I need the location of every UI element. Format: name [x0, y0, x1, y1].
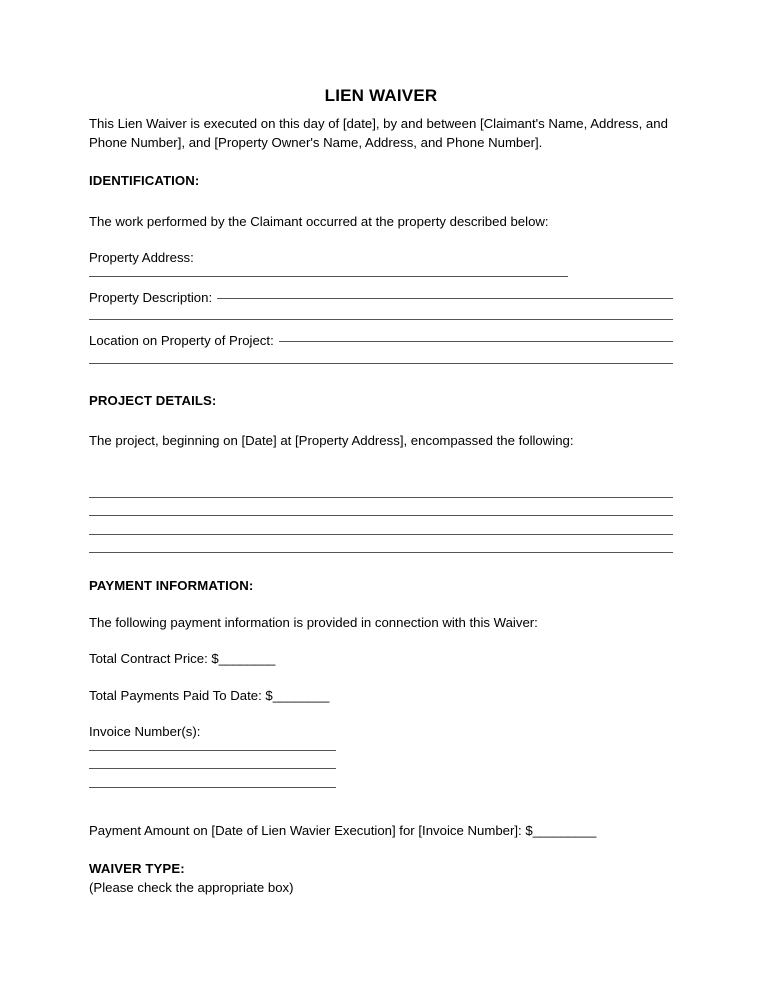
location-on-property-label: Location on Property of Project: — [89, 333, 274, 349]
property-description-label: Property Description: — [89, 289, 213, 305]
identification-body: The work performed by the Claimant occurred at the property described below: — [89, 213, 549, 229]
intro-paragraph: This Lien Waiver is executed on this day of [date], by and between [Claimant's Name, Address, and Phone Number], and [Property Owner's Name, Address, and Phone Number]. — [89, 116, 668, 150]
spacer — [89, 769, 673, 787]
spacer — [89, 268, 673, 276]
project-details-heading: PROJECT DETAILS: — [89, 392, 217, 408]
document-content — [89, 86, 673, 897]
spacer — [89, 751, 673, 769]
spacer — [89, 498, 673, 516]
invoice-numbers-blank-lines — [89, 750, 673, 788]
spacer — [89, 535, 673, 553]
spacer — [89, 742, 673, 750]
spacer — [89, 705, 673, 723]
waiver-type-heading: WAIVER TYPE: — [89, 861, 185, 877]
spacer — [89, 320, 673, 332]
spacer — [89, 277, 673, 289]
project-details-body: The project, beginning on [Date] at [Property Address], encompassed the following: — [89, 433, 574, 449]
payment-information-body: The following payment information is provided in connection with this Waiver: — [89, 614, 538, 630]
total-payments-paid-blank[interactable]: ________ — [272, 687, 330, 703]
project-details-blank-lines — [89, 497, 673, 554]
spacer — [89, 553, 673, 577]
payment-amount-label: Payment Amount on [Date of Lien Wavier Execution] for [Invoice Number]: $ — [89, 822, 533, 838]
invoice-numbers-label: Invoice Number(s): — [89, 724, 201, 740]
spacer — [89, 307, 673, 319]
spacer — [89, 364, 673, 392]
total-contract-price-row[interactable] — [89, 650, 673, 669]
spacer — [89, 669, 673, 687]
spacer — [89, 596, 673, 614]
waiver-type-instruction: (Please check the appropriate box) — [89, 879, 294, 895]
location-on-property-blank-line[interactable] — [279, 341, 673, 342]
payment-information-heading: PAYMENT INFORMATION: — [89, 578, 254, 594]
spacer — [89, 351, 673, 363]
spacer — [89, 840, 673, 860]
spacer — [89, 451, 673, 497]
spacer — [89, 191, 673, 213]
total-contract-price-blank[interactable]: ________ — [218, 651, 276, 667]
spacer — [89, 632, 673, 650]
property-description-row[interactable] — [89, 289, 673, 308]
total-payments-paid-label: Total Payments Paid To Date: $ — [89, 687, 273, 703]
total-contract-price-label: Total Contract Price: $ — [89, 651, 219, 667]
payment-amount-row[interactable] — [89, 822, 673, 841]
spacer — [89, 231, 673, 249]
payment-amount-blank[interactable]: _________ — [532, 822, 597, 838]
identification-heading: IDENTIFICATION: — [89, 173, 200, 189]
property-address-label: Property Address: — [89, 250, 194, 266]
location-on-property-row[interactable] — [89, 332, 673, 351]
page-title: LIEN WAIVER — [324, 86, 438, 105]
property-description-blank-line[interactable] — [217, 298, 673, 299]
spacer — [89, 410, 673, 432]
spacer — [89, 788, 673, 822]
spacer — [89, 152, 673, 172]
spacer — [89, 516, 673, 534]
total-payments-paid-row[interactable] — [89, 687, 673, 706]
